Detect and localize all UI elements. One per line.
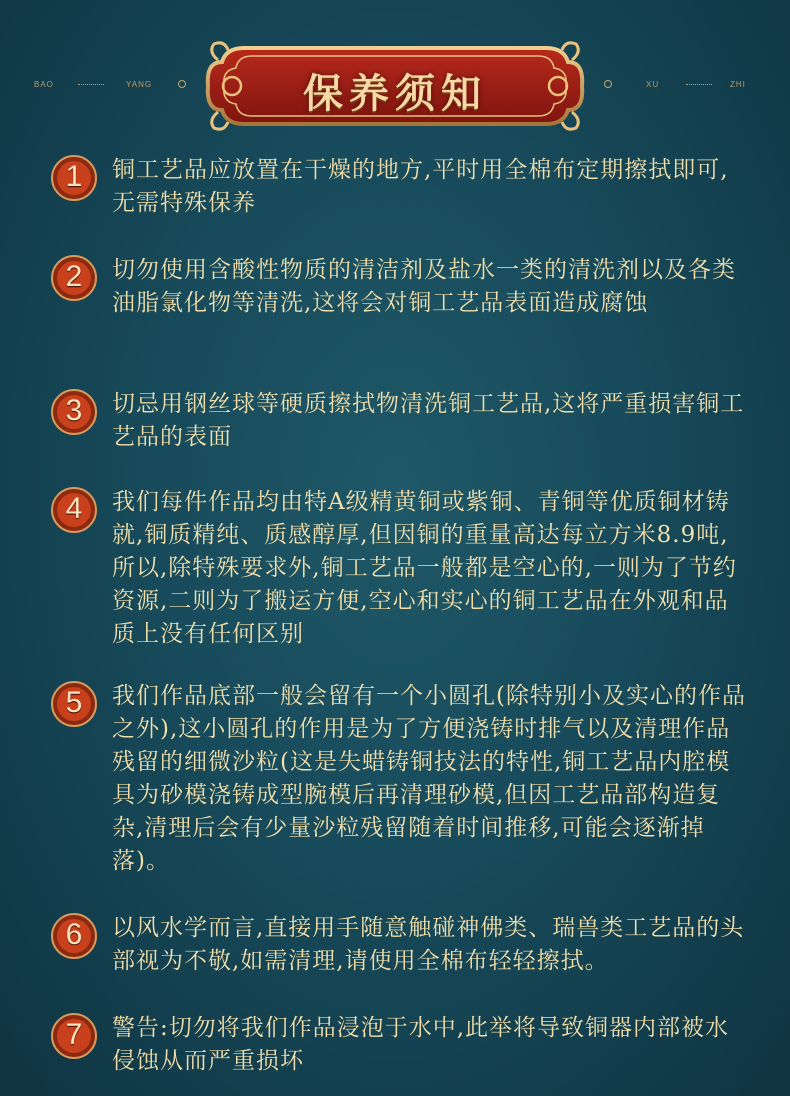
item-text: 切勿使用含酸性物质的清洁剂及盐水一类的清洗剂以及各类油脂氯化物等清洗,这将会对铜工艺品表面造成腐蚀 xyxy=(112,257,736,316)
number-badge xyxy=(50,254,98,302)
number-badge xyxy=(50,388,98,436)
pin-text-zhi: ZHI xyxy=(730,80,746,89)
number-badge xyxy=(50,486,98,534)
number-badge xyxy=(50,1012,98,1060)
title-plaque xyxy=(204,40,586,132)
badge-number: 7 xyxy=(65,1018,83,1051)
item-text: 我们作品底部一般会留有一个小圆孔(除特别小及实心的作品之外),这小圆孔的作用是为了方便浇铸时排气以及清理作品残留的细微沙粒(这是失蜡铸铜技法的特性,铜工艺品内腔模具为砂模浇铸成型腕模后再清理砂模,但因工艺品部构造复杂,清理后会有少量沙粒残留随着时间推移,可能会逐渐掉落)。 xyxy=(112,683,746,874)
number-badge xyxy=(50,680,98,728)
number-badge xyxy=(50,912,98,960)
pin-text-yang: YANG xyxy=(126,80,153,89)
page-title: 保养须知 xyxy=(303,70,487,117)
badge-number: 4 xyxy=(65,492,83,525)
item-text: 以风水学而言,直接用手随意触碰神佛类、瑞兽类工艺品的头部视为不敬,如需清理,请使用全棉布轻轻擦拭。 xyxy=(112,915,745,974)
item-text: 切忌用钢丝球等硬质擦拭物清洗铜工艺品,这将严重损害铜工艺品的表面 xyxy=(112,391,745,450)
pin-text-bao: BAO xyxy=(34,80,54,89)
header xyxy=(0,36,790,136)
badge-number: 1 xyxy=(65,160,83,193)
number-badge xyxy=(50,154,98,202)
badge-number: 2 xyxy=(65,260,83,293)
pin-dots-left-1 xyxy=(78,84,104,85)
pin-text-xu: XU xyxy=(646,80,660,89)
badge-number: 5 xyxy=(65,686,83,719)
badge-number: 6 xyxy=(65,918,83,951)
item-text: 我们每件作品均由特A级精黄铜或紫铜、青铜等优质铜材铸就,铜质精纯、质感醇厚,但因铜的重量高达每立方米8.9吨,所以,除特殊要求外,铜工艺品一般都是空心的,一则为了节约资源,二则为了搬运方便,空心和实心的铜工艺品在外观和品质上没有任何区别 xyxy=(112,489,737,647)
pin-circle-right xyxy=(604,80,612,88)
item-text: 铜工艺品应放置在干燥的地方,平时用全棉布定期擦拭即可,无需特殊保养 xyxy=(112,157,729,216)
item-text: 警告:切勿将我们作品浸泡于水中,此举将导致铜器内部被水侵蚀从而严重损坏 xyxy=(112,1015,730,1074)
pin-dots-right-1 xyxy=(686,84,712,85)
pin-circle-left xyxy=(178,80,186,88)
badge-number: 3 xyxy=(65,394,83,427)
